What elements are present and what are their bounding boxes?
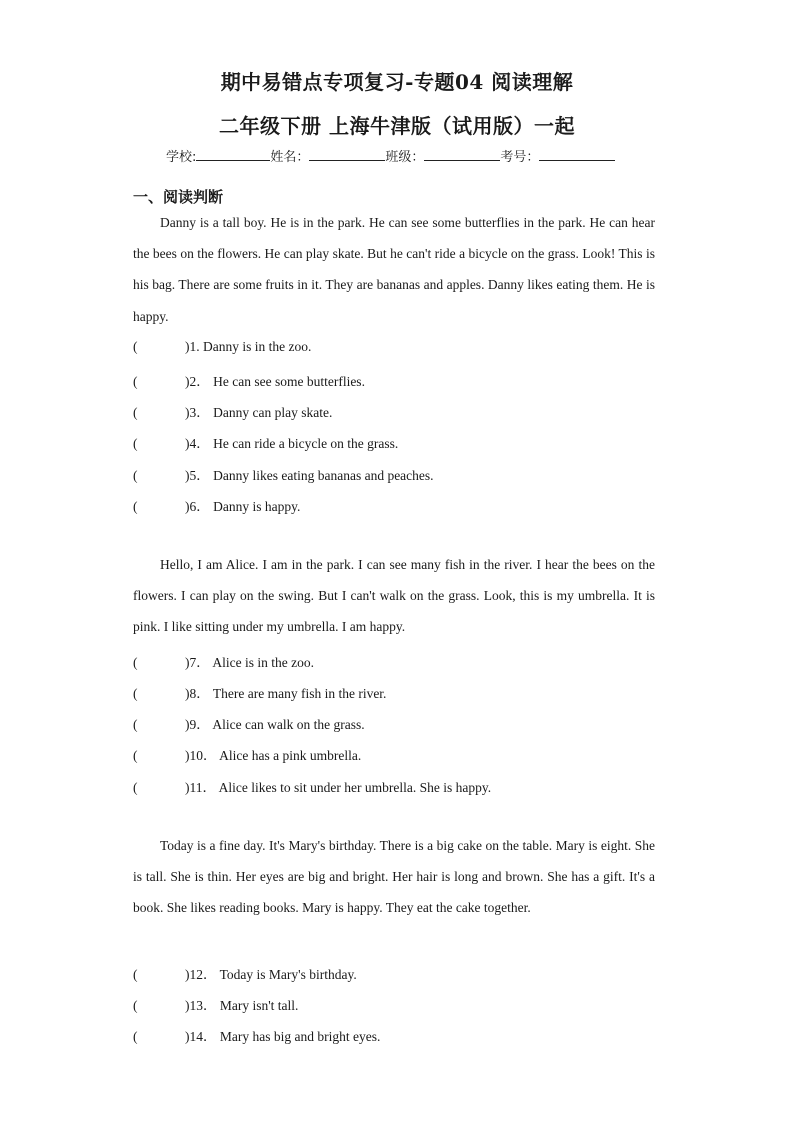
answer-blank[interactable]: (: [133, 405, 138, 420]
question-text: 5． Danny likes eating bananas and peaches.: [189, 468, 434, 483]
question-text: 3． Danny can play skate.: [189, 405, 333, 420]
question-3: ( )3． Danny can play skate.: [133, 405, 333, 420]
name-blank[interactable]: [309, 147, 385, 161]
question-8: ( )8． There are many fish in the river.: [133, 686, 387, 701]
question-11: ( )11． Alice likes to sit under her umbrella. She is happy.: [133, 780, 492, 795]
question-9: ( )9． Alice can walk on the grass.: [133, 717, 365, 732]
question-text: 9． Alice can walk on the grass.: [189, 717, 365, 732]
number-blank[interactable]: [539, 147, 615, 161]
question-text: 10． Alice has a pink umbrella.: [189, 748, 362, 763]
question-text: 12． Today is Mary's birthday.: [189, 967, 357, 982]
question-text: 6． Danny is happy.: [189, 499, 301, 514]
question-text: 8． There are many fish in the river.: [189, 686, 387, 701]
passage-1-text: Danny is a tall boy. He is in the park. He can see some butterflies in the park. He can hear the bees on the flowers. He can play skate. But he can't ride a bicycle on the grass. Look! This is his bag. There are some fruits in it. They are bananas and apples. Danny likes eating them. He is happy.: [133, 215, 655, 324]
passage-2: [133, 549, 655, 643]
question-13: ( )13． Mary isn't tall.: [133, 998, 299, 1013]
answer-blank[interactable]: (: [133, 436, 138, 451]
answer-blank[interactable]: (: [133, 686, 138, 701]
answer-blank[interactable]: (: [133, 374, 138, 389]
question-text: 1. Danny is in the zoo.: [189, 339, 312, 354]
question-text: 7． Alice is in the zoo.: [189, 655, 314, 670]
passage-3: [133, 830, 655, 924]
class-blank[interactable]: [424, 147, 500, 161]
question-6: ( )6． Danny is happy.: [133, 499, 301, 514]
answer-blank[interactable]: (: [133, 748, 138, 763]
student-info-line: [166, 146, 615, 165]
passage-1: [133, 207, 655, 332]
answer-blank[interactable]: (: [133, 1029, 138, 1044]
answer-blank[interactable]: (: [133, 998, 138, 1013]
answer-blank[interactable]: (: [133, 655, 138, 670]
class-label: 班级：: [385, 150, 425, 165]
worksheet-subtitle: 二年级下册 上海牛津版（试用版）一起: [219, 114, 575, 138]
question-text: 14． Mary has big and bright eyes.: [189, 1029, 381, 1044]
question-10: ( )10． Alice has a pink umbrella.: [133, 748, 362, 763]
answer-blank[interactable]: (: [133, 967, 138, 982]
passage-2-text: Hello, I am Alice. I am in the park. I can see many fish in the river. I hear the bees on the flowers. I can play on the swing. But I can't walk on the grass. Look, this is my umbrella. It is pink. I like sitting under my umbrella. I am happy.: [133, 557, 655, 635]
question-4: ( )4． He can ride a bicycle on the grass.: [133, 436, 399, 451]
answer-blank[interactable]: (: [133, 339, 138, 354]
question-2: ( )2． He can see some butterflies.: [133, 374, 365, 389]
school-blank[interactable]: [196, 147, 270, 161]
question-text: 11． Alice likes to sit under her umbrella. She is happy.: [189, 780, 492, 795]
section-title: 一、阅读判断: [133, 188, 224, 206]
question-text: 4． He can ride a bicycle on the grass.: [189, 436, 399, 451]
question-1: ( )1. Danny is in the zoo.: [133, 339, 312, 354]
answer-blank[interactable]: (: [133, 780, 138, 795]
question-text: 2． He can see some butterflies.: [189, 374, 365, 389]
answer-blank[interactable]: (: [133, 499, 138, 514]
question-5: ( )5． Danny likes eating bananas and peaches.: [133, 468, 434, 483]
number-label: 考号：: [500, 150, 540, 165]
answer-blank[interactable]: (: [133, 717, 138, 732]
worksheet-title: 期中易错点专项复习-专题04 阅读理解: [220, 70, 574, 94]
question-7: ( )7． Alice is in the zoo.: [133, 655, 314, 670]
school-label: 学校:: [166, 150, 197, 165]
answer-blank[interactable]: (: [133, 468, 138, 483]
question-14: ( )14． Mary has big and bright eyes.: [133, 1029, 381, 1044]
name-label: 姓名：: [270, 150, 310, 165]
question-12: ( )12． Today is Mary's birthday.: [133, 967, 357, 982]
question-text: 13． Mary isn't tall.: [189, 998, 299, 1013]
passage-3-text: Today is a fine day. It's Mary's birthday. There is a big cake on the table. Mary is eight. She is tall. She is thin. Her eyes are big and bright. Her hair is long and brown. She has a gift. It's a book. She likes reading books. Mary is happy. They eat the cake together.: [133, 838, 655, 916]
